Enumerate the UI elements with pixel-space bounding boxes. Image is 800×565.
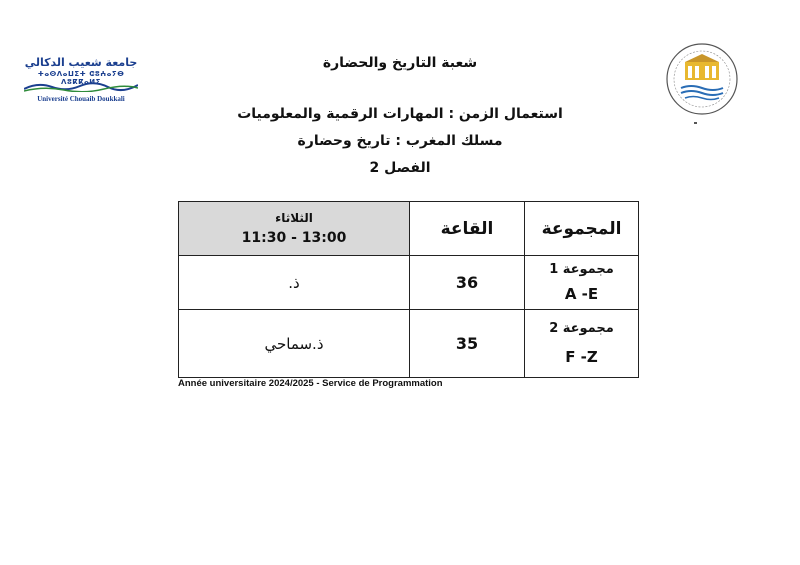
header-group: المجموعة (525, 202, 639, 256)
group-range: F -Z (565, 348, 598, 366)
semester-title: الفصل 2 (369, 160, 431, 176)
group-cell (525, 256, 639, 310)
header-room: القاعة (410, 202, 525, 256)
room-cell: 35 (410, 310, 525, 378)
schedule-title: استعمال الزمن : المهارات الرقمية والمعلوميات (237, 106, 563, 122)
university-emblem-bar (24, 80, 138, 92)
table-header-row (179, 202, 639, 256)
group-name: مجموعة 2 (549, 321, 614, 336)
track-title: مسلك المغرب : تاريخ وحضارة (297, 133, 503, 149)
room-cell: 36 (410, 256, 525, 310)
footer-note: Année universitaire 2024/2025 - Service de Programmation (178, 378, 443, 389)
table-row (179, 310, 639, 378)
professor-cell: ذ.سماحي (179, 310, 410, 378)
group-range: A -E (564, 285, 599, 303)
group-cell (525, 310, 639, 378)
header-day-time (179, 202, 410, 256)
department-title: شعبة التاريخ والحضارة (322, 55, 478, 71)
professor-cell: ذ. (179, 256, 410, 310)
schedule-table (178, 201, 639, 378)
university-logo (22, 56, 140, 106)
header-time: 11:30 - 13:00 (241, 230, 347, 246)
faculty-seal-icon (663, 40, 741, 118)
seal-mark (694, 122, 697, 124)
table-row (179, 256, 639, 310)
university-name-arabic: جامعة شعيب الدكالي (24, 56, 138, 69)
header-day: الثلاثاء (275, 211, 313, 225)
university-name-french: Université Chouaib Doukkali (37, 95, 125, 103)
university-name-tifinagh: ⵜⴰⵙⴷⴰⵡⵉⵜ ⵛⵓⵄⴰⵢⴱ ⴷⵓⴽⴽⴰⵍⵉ (37, 70, 125, 86)
group-name: مجموعة 1 (549, 262, 614, 277)
